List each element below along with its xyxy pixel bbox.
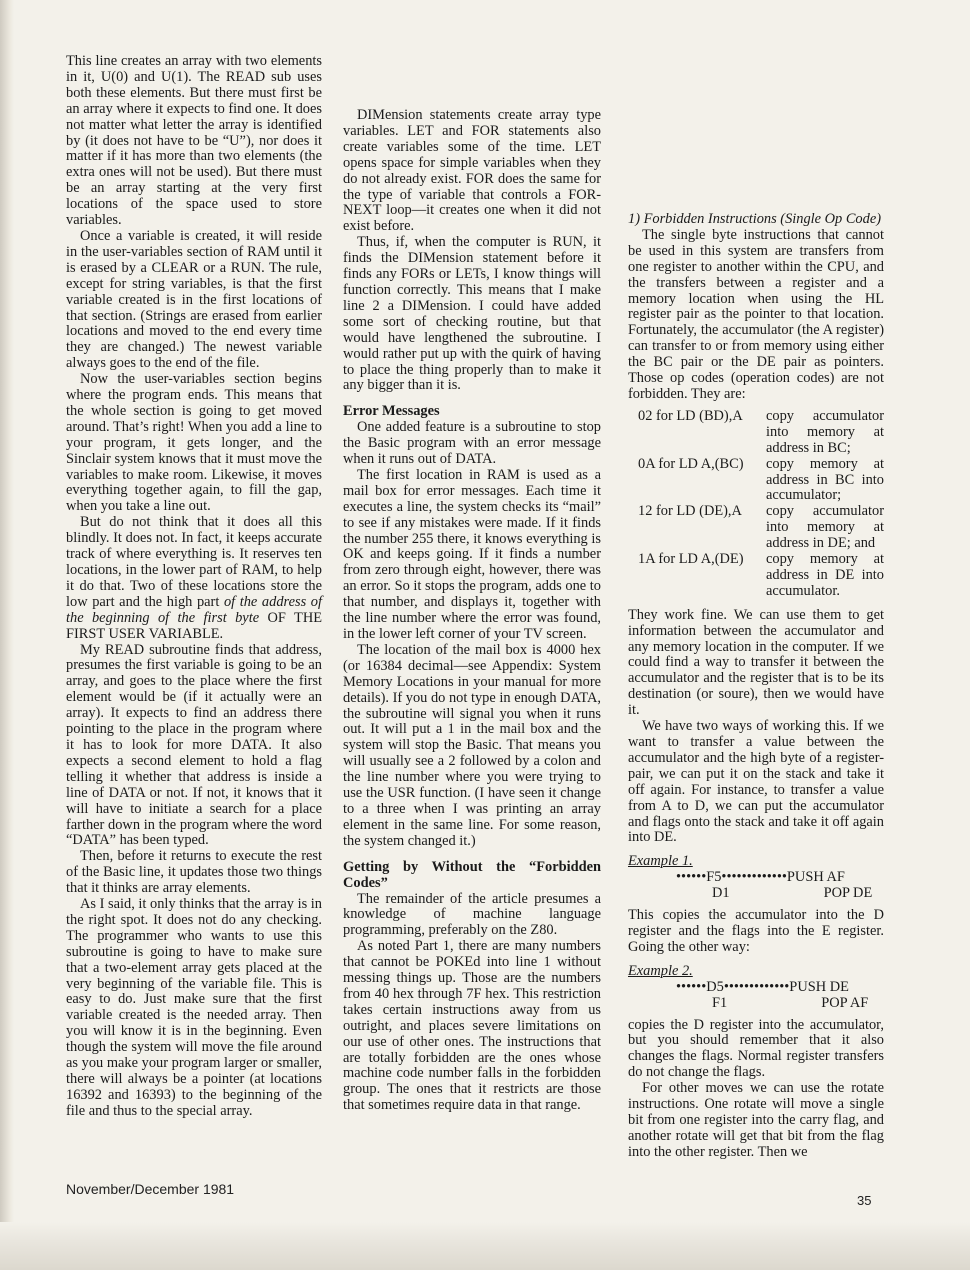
paragraph: They work fine. We can use them to get information between the accumulator and any memory location in the computer. If we could find a way to transfer it between the accumulator and the register that is to be its destination (or soure), then we would have it. <box>628 606 884 719</box>
paragraph: My READ subroutine finds that address, presumes the first variable is going to be an array, and goes to the place where the first element would be (if it actually were an array). It expects to find an address there pointing to the place in the program where it has to look for more DATA. It also expects a second element to hold a flag telling it whether that address is inside a line of DATA or not. If not, it knows that it will have to initiate a search for a place farther down in the program where the word “DATA” has been typed. <box>66 641 322 849</box>
opcode-row <box>638 504 884 552</box>
text-span: OF THE FIRST USER VARIABLE. <box>66 609 323 642</box>
opcode-list <box>638 409 884 600</box>
opcode-row <box>638 552 884 600</box>
opcode-description: copy accumulator into memory at address in DE; and <box>766 503 884 552</box>
paragraph: This copies the accumulator into the D register and the flags into the E register. Going the other way: <box>628 907 884 955</box>
code-line <box>628 996 884 1012</box>
article-column-1 <box>66 54 322 1120</box>
opcode: 1A for LD A,(DE) <box>638 551 744 568</box>
example-1 <box>628 854 884 902</box>
section-heading: Error Messages <box>343 403 440 420</box>
paragraph: The single byte instructions that cannot be used in this system are transfers from one register to another within the CPU, and the transfers between a register and a memory location when using the HL register pair as the pointer to that location. Fortunately, the accumulator (the A register) can transfer to or from memory using either the BC pair or the DE pair as pointers. Those op codes (operation codes) are not forbidden. They are: <box>628 226 884 402</box>
emphasis-text: of the address of the beginning of the first byte <box>66 593 322 626</box>
text-span: But do not think that it does all this blindly. It does not. In fact, it keeps accurate track of where everything is. It reserves ten locations, in the lower part of RAM, to help it do that. Two of these locations store the low part and the high part <box>66 514 322 610</box>
paragraph: For other moves we can use the rotate instructions. One rotate will move a single bit from one register into the carry flag, and another rotate will get that bit from the flag into the other register. Then we <box>628 1080 884 1160</box>
paragraph: This line creates an array with two elements in it, U(0) and U(1). The READ sub uses both these elements. But there must first be an array where it expects to find one. It does not matter what letter the array is identified by (it does not have to be “U”), nor does it matter if it has more than two elements (the extra ones will not be used). But there must be an array starting at the very first locations of the space used to store variables. <box>66 53 322 229</box>
paragraph <box>66 515 322 642</box>
paragraph: One added feature is a subroutine to stop the Basic program with an error message when it runs out of DATA. <box>343 419 601 468</box>
opcode: 0A for LD A,(BC) <box>638 455 744 472</box>
paragraph: DIMension statements create array type variables. LET and FOR statements also create variables some of the time. LET opens space for simple variables when they do not already exist. FOR does the same for the type of variable that controls a FOR-NEXT loop—it creates one when it did not exist before. <box>343 107 601 235</box>
opcode-description: copy memory at address in DE into accumulator. <box>766 551 884 599</box>
paragraph: The first location in RAM is used as a mail box for error messages. Each time it executes a line, the system checks its “mail” to see if any mistakes were made. If it finds the number 255 there, it knows everything is OK and keeps going. If it finds a number from zero through eight, however, there was an error. So it stops the program, adds one to that number, and displays it, together with the line number where the error was found, in the lower left corner of your TV screen. <box>343 466 601 642</box>
paragraph: Thus, if, when the computer is RUN, it finds the DIMension statement before it finds any FORs or LETs, I know things will function correctly. This means that I make line 2 a DIMension. I could have added some sort of checking routine, but that would have lengthened the subroutine. I would rather put up with the quirk of having to place the thing properly than to make it any bigger than it is. <box>343 234 601 394</box>
code-line: ••••••F5•••••••••••••PUSH AF <box>676 869 845 886</box>
opcode-row <box>638 409 884 457</box>
machine-code: D1 <box>712 885 730 902</box>
subsection-heading: 1) Forbidden Instructions (Single Op Code) <box>628 211 882 227</box>
paragraph: The remainder of the article presumes a knowledge of machine language programming, preferably on the Z80. <box>343 890 601 939</box>
page-bottom-shadow <box>0 1222 970 1270</box>
paragraph: As noted Part 1, there are many numbers that cannot be POKEd into line 1 without messing things up. Those are the numbers from 40 hex through 7F hex. This restriction takes certain instructions away from us outright, and places severe limitations on our use of other ones. The instructions that are totally forbidden are the ones whose machine code number falls in the forbidden group. The ones that it restricts are those that sometimes require data in that range. <box>343 938 601 1114</box>
opcode: 12 for LD (DE),A <box>638 503 742 520</box>
section-heading: Getting by Without the “Forbidden Codes” <box>343 858 601 891</box>
paragraph: We have two ways of working this. If we want to transfer a value between the accumulator and the high byte of a register-pair, we can put it on the stack and take it off again. For instance, to transfer a value from A to D, we can put the accumulator and flags onto the stack and take it off again into DE. <box>628 718 884 846</box>
paragraph: copies the D register into the accumulator, but you should remember that it also changes the flags. Normal register transfers do not change the flags. <box>628 1016 884 1081</box>
machine-code: F1 <box>712 994 728 1011</box>
instruction: POP AF <box>821 994 869 1011</box>
instruction: POP DE <box>823 885 873 902</box>
code-line <box>628 886 884 902</box>
paragraph: Now the user-variables section begins where the program ends. This means that the whole section is going to get moved around. That’s right! When you add a line to your program, it gets longer, and the Sinclair system knows that it must move the variables to make room. Likewise, it moves everything together again, to fill the gap, when you take a line out. <box>66 371 322 515</box>
example-title: Example 2. <box>628 962 693 979</box>
example-2 <box>628 964 884 1012</box>
paragraph: As I said, it only thinks that the array is in the right spot. It does not do any checking. The programmer who wants to use this subroutine is going to have to make sure that a two-element array gets placed at the very beginning of the variable file. This is easy to do. Just make sure that the first variable created is the needed array. Then you will know it is in the beginning. Even though the system will move the file around as you make your program larger or smaller, there will always be a pointer (at locations 16392 and 16393) to the beginning of the file and thus to the special array. <box>66 896 322 1119</box>
opcode: 02 for LD (BD),A <box>638 407 743 424</box>
page-number: 35 <box>857 1193 872 1208</box>
article-column-2 <box>343 108 601 1114</box>
page-spine-shadow <box>0 0 14 1270</box>
paragraph: The location of the mail box is 4000 hex (or 16384 decimal—see Appendix: System Memory Locations in your manual for more details). If you do not type in enough DATA, the subroutine will signal you when it runs out. It will put a 1 in the mail box and the system will stop the Basic. That means you will usually see a 2 followed by a colon and the line number where you were trying to use the USR function. (I have seen it change to a three when I was printing an array element in the same line. For some reason, the system changed it.) <box>343 641 601 849</box>
paragraph: Once a variable is created, it will reside in the user-variables section of RAM until it is erased by a CLEAR or a RUN. The rule, except for string variables, is that the first variable created is in the first locations of that section. (Strings are erased from earlier locations and moved to the end every time they are changed.) The newest variable always goes to the end of the file. <box>66 227 322 372</box>
issue-date: November/December 1981 <box>66 1181 235 1197</box>
opcode-description: copy accumulator into memory at address in BC; <box>766 407 884 456</box>
code-line: ••••••D5•••••••••••••PUSH DE <box>676 978 849 995</box>
article-column-3 <box>628 212 884 1161</box>
example-title: Example 1. <box>628 853 693 870</box>
paragraph: Then, before it returns to execute the rest of the Basic line, it updates those two things that it thinks are array elements. <box>66 848 322 897</box>
opcode-row <box>638 457 884 505</box>
opcode-description: copy memory at address in BC into accumulator; <box>766 455 884 504</box>
